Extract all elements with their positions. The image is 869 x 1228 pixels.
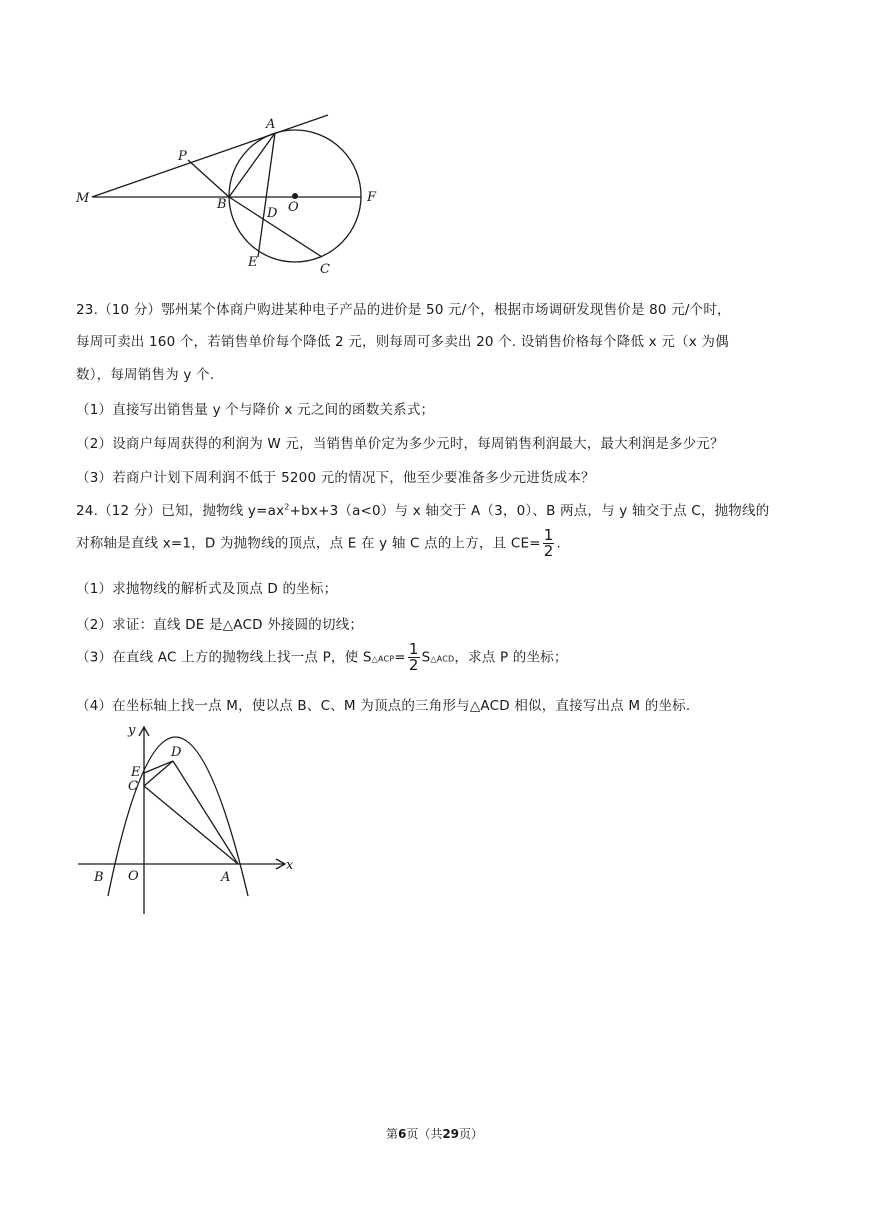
label-d: D <box>267 206 278 221</box>
q23-part-2: （2）设商户每周获得的利润为 W 元，当销售单价定为多少元时，每周销售利润最大，最大利润是多少元？ <box>76 436 724 452</box>
q23-line-2: 每周可卖出 160 个，若销售单价每个降低 2 元，则每周可多卖出 20 个. 设销售价格每个降低 x 元（x 为偶 <box>76 334 729 350</box>
label-f: F <box>367 190 377 205</box>
segment-ca <box>144 786 238 864</box>
q24-part-3-b: ，求点 P 的坐标； <box>454 649 568 666</box>
label-a: A <box>221 870 231 885</box>
q24-line-2 <box>76 528 561 559</box>
label-o: O <box>288 200 299 215</box>
q24-part-3-fraction: $\frac{1}{2}$ <box>408 640 419 674</box>
q23-part-1: （1）直接写出销售量 y 个与降价 x 元之间的函数关系式； <box>76 402 435 418</box>
segment-pb <box>188 160 229 197</box>
footer-post: 页） <box>459 1127 484 1141</box>
q24-line-2-b: . <box>556 535 561 552</box>
label-e: E <box>131 765 141 780</box>
q24-exponent: 2 <box>284 502 290 512</box>
q24-fraction: $\frac{1}{2}$ <box>543 526 554 560</box>
label-y: y <box>128 723 136 738</box>
footer-total: 29 <box>442 1127 460 1141</box>
label-b: B <box>94 870 104 885</box>
q24-part-3-a: （3）在直线 AC 上方的抛物线上找一点 P，使 S <box>76 649 372 666</box>
q24-equals: = <box>394 649 406 666</box>
q24-sub-acd: △ACD <box>430 654 455 664</box>
center-point-o <box>292 193 298 199</box>
footer-page: 6 <box>397 1127 407 1141</box>
q24-line-2-a: 对称轴是直线 x=1，D 为抛物线的顶点，点 E 在 y 轴 C 点的上方，且 CE= <box>76 535 541 552</box>
q24-line-1 <box>76 499 769 519</box>
q24-line-1-b: +bx+3（a<0）与 x 轴交于 A（3，0）、B 两点，与 y 轴交于点 C，抛物线的 <box>289 503 770 519</box>
q24-part-1: （1）求抛物线的解析式及顶点 D 的坐标； <box>76 581 338 597</box>
label-c: C <box>128 779 138 794</box>
q24-part-4: （4）在坐标轴上找一点 M，使以点 B、C、M 为顶点的三角形与△ACD 相似，直接写出点 M 的坐标. <box>76 698 691 714</box>
segment-cd <box>144 761 173 786</box>
tangent-line <box>92 115 328 197</box>
q23-part-3: （3）若商户计划下周利润不低于 5200 元的情况下，他至少要准备多少元进货成本？ <box>76 470 595 486</box>
label-a: A <box>266 117 276 132</box>
q23-line-1: 23.（10 分）鄂州某个体商户购进某种电子产品的进价是 50 元/个，根据市场调研发现售价是 80 元/个时， <box>76 302 731 318</box>
segment-da <box>173 761 238 864</box>
label-d: D <box>171 745 182 760</box>
parabola-figure <box>76 718 306 918</box>
label-p: P <box>178 149 187 164</box>
footer-pre: 第 <box>385 1127 398 1141</box>
label-c: C <box>320 262 330 277</box>
label-o: O <box>128 869 139 884</box>
label-b: B <box>217 197 227 212</box>
q23-line-3: 数），每周销售为 y 个. <box>76 367 215 383</box>
segment-ae <box>258 133 275 257</box>
q24-part-2: （2）求证：直线 DE 是△ACD 外接圆的切线； <box>76 617 364 633</box>
footer-mid: 页（共 <box>406 1127 443 1141</box>
circle-tangent-figure <box>70 105 400 285</box>
q24-s2: S <box>421 649 431 666</box>
page-footer <box>0 1125 869 1142</box>
q24-sub-acp: △ACP <box>371 654 395 664</box>
q24-part-3 <box>76 642 568 673</box>
label-m: M <box>76 191 90 206</box>
label-x: x <box>286 858 294 873</box>
q24-line-1-a: 24.（12 分）已知，抛物线 y=ax <box>76 503 285 519</box>
label-e: E <box>248 255 258 270</box>
